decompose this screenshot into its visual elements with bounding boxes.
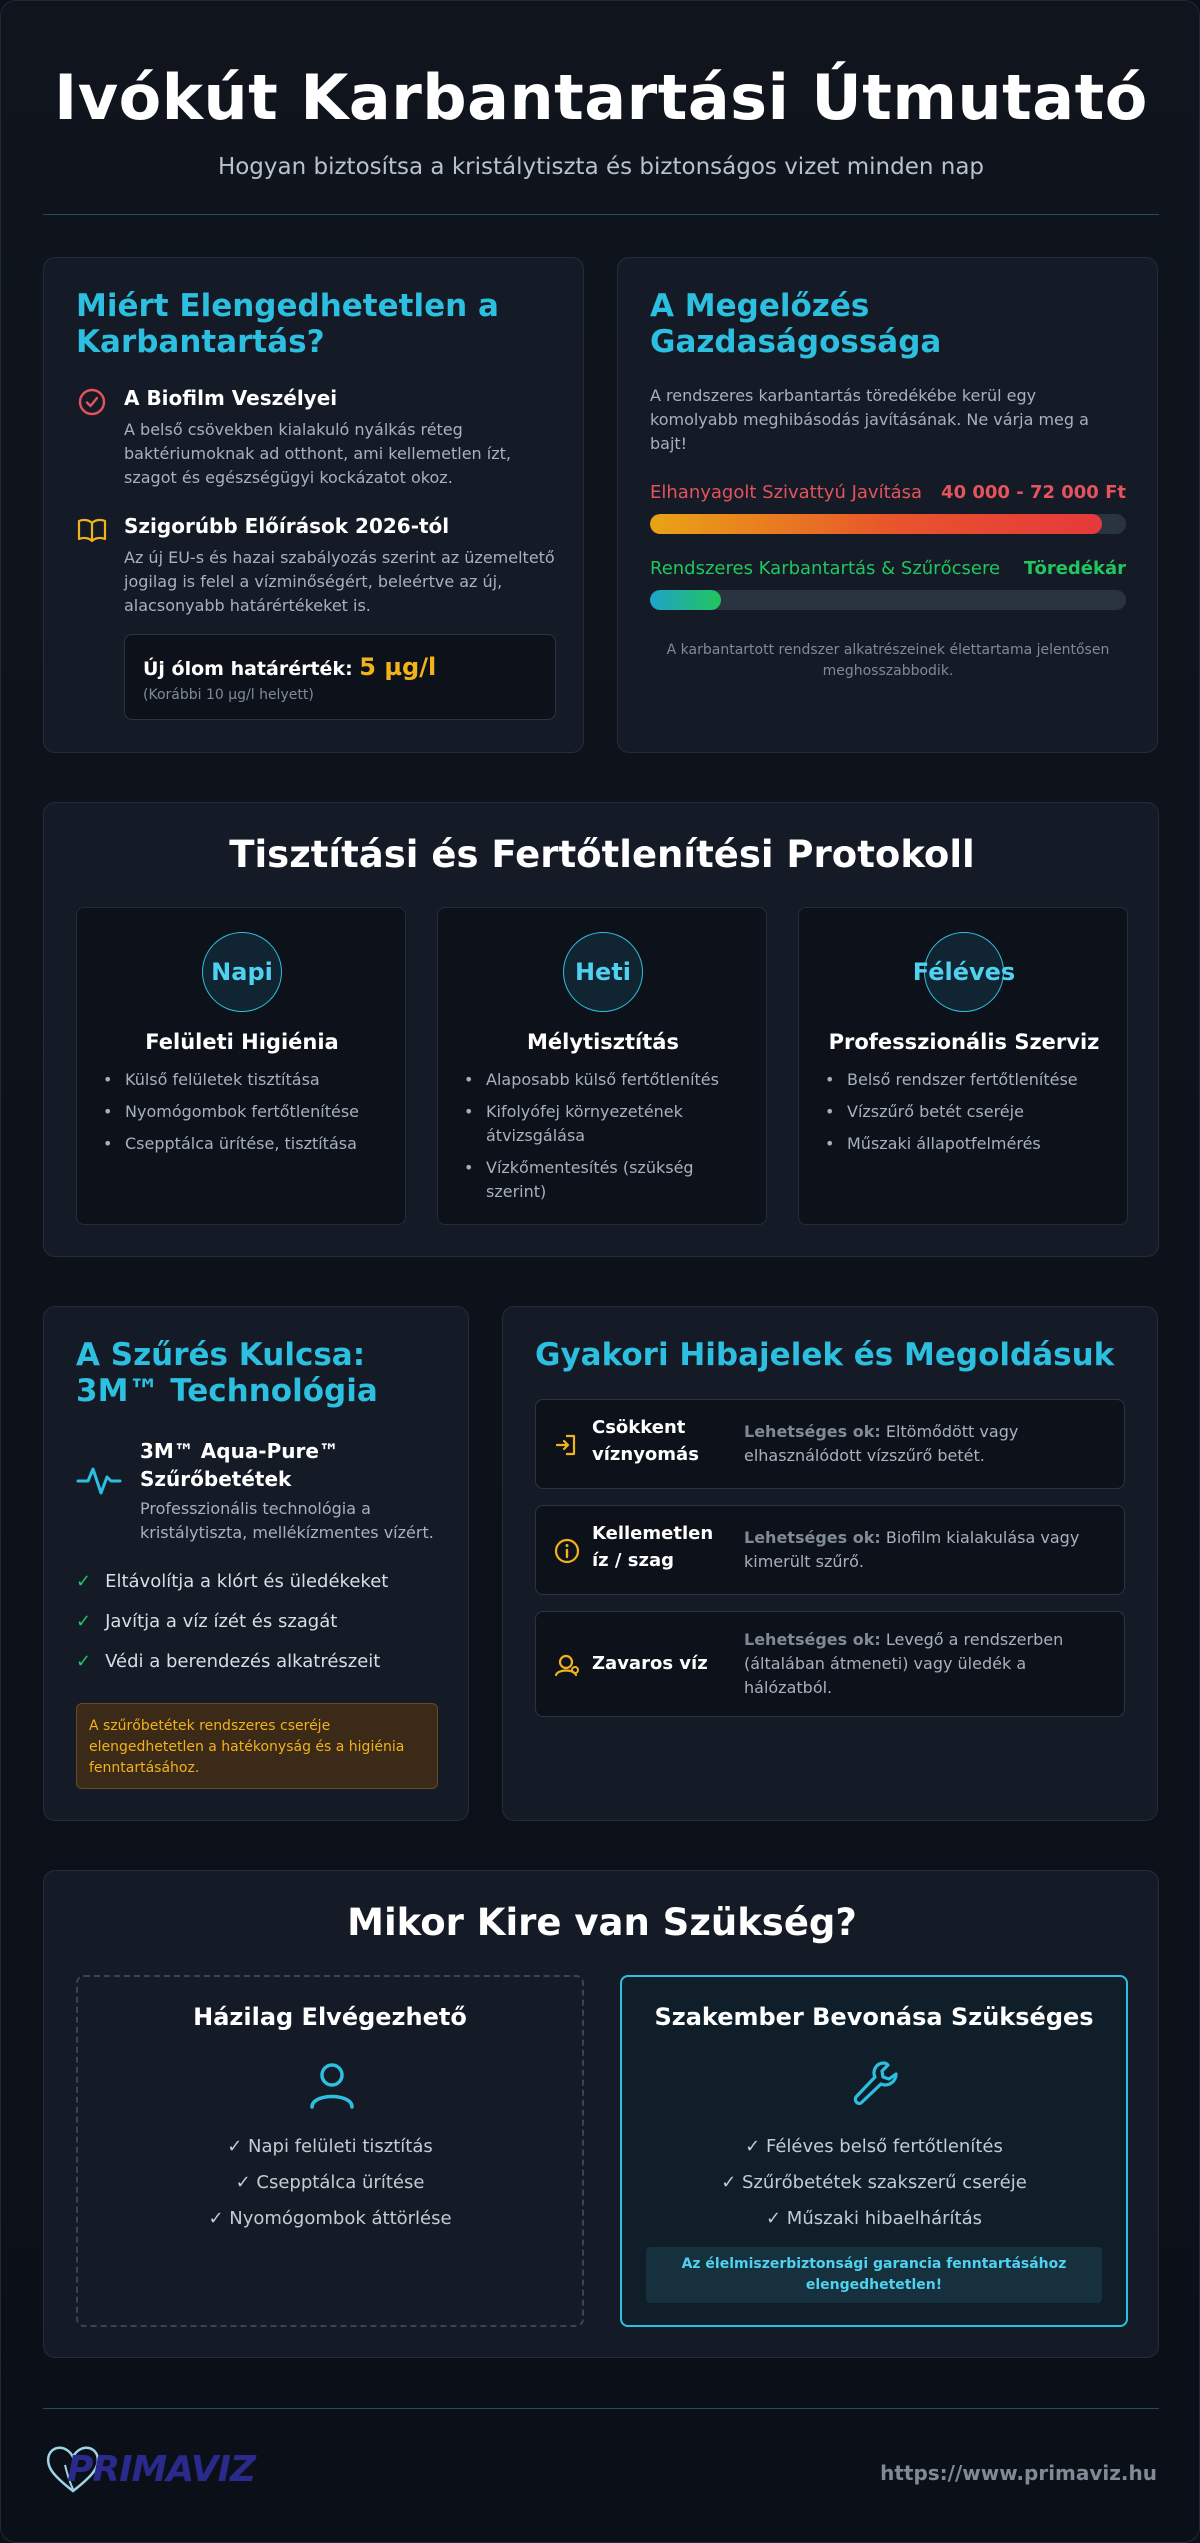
economy-card xyxy=(617,257,1158,753)
why-item-text: A belső csövekben kialakuló nyálkás réteg baktériumoknak ad otthont, ami kellemetlen ízt, szagot és egészségügyi kockázatot okoz. xyxy=(124,420,511,487)
benefit-text: Javítja a víz ízét és szagát xyxy=(105,1611,338,1632)
benefit-item xyxy=(76,1611,456,1632)
filter-card xyxy=(43,1306,469,1821)
bar-label: Rendszeres Karbantartás & Szűrőcsere xyxy=(650,558,1001,579)
bar-track xyxy=(650,590,1126,610)
protocol-list xyxy=(464,1068,754,1212)
list-item: • Vízszűrő betét cseréje xyxy=(825,1100,1115,1124)
filter-product xyxy=(76,1437,446,1545)
header-divider xyxy=(43,214,1159,215)
fault-cause-text: Levegő a rendszerben (általában átmeneti) vagy üledék a hálózatból. xyxy=(744,1630,1064,1697)
protocol-list xyxy=(103,1068,393,1164)
check-icon: ✓ xyxy=(76,1651,92,1672)
filter-warning: A szűrőbetétek rendszeres cseréje elengedhetetlen a hatékonyság és a higiénia fenntartásához. xyxy=(76,1703,438,1789)
fault-cause-label: Lehetséges ok: xyxy=(744,1528,881,1547)
fault-row-pressure xyxy=(535,1399,1125,1489)
economy-title: A Megelőzés Gazdaságossága xyxy=(650,288,942,361)
bar-amount: 40 000 - 72 000 Ft xyxy=(941,482,1126,503)
lead-limit-value: 5 µg/l xyxy=(359,653,437,681)
check-icon: ✓ xyxy=(76,1571,92,1592)
protocol-column-title: Mélytisztítás xyxy=(527,1030,679,1054)
lead-limit-box xyxy=(124,634,556,720)
info-circle-icon xyxy=(552,1536,582,1566)
faults-card xyxy=(502,1306,1158,1821)
list-item: ✓ Műszaki hibaelhárítás xyxy=(766,2208,982,2229)
page-subtitle: Hogyan biztosítsa a kristálytiszta és biztonságos vizet minden nap xyxy=(217,154,985,180)
protocol-column-title: Felületi Higiénia xyxy=(145,1030,339,1054)
cloud-user-icon xyxy=(552,1650,582,1680)
list-item: ✓ Napi felületi tisztítás xyxy=(227,2136,433,2157)
list-item: ✓ Nyomógombok áttörlése xyxy=(208,2208,452,2229)
footer-divider xyxy=(43,2408,1159,2409)
protocol-card xyxy=(43,802,1159,1257)
check-icon: ✓ xyxy=(76,1611,92,1632)
fault-cause-label: Lehetséges ok: xyxy=(744,1422,881,1441)
protocol-column-daily xyxy=(76,907,406,1225)
frequency-badge: Heti xyxy=(563,932,643,1012)
protocol-column-semiannual xyxy=(798,907,1128,1225)
list-item: • Műszaki állapotfelmérés xyxy=(825,1132,1115,1156)
logo-text: PRIMAVIZ xyxy=(67,2449,256,2490)
list-item: • Külső felületek tisztítása xyxy=(103,1068,393,1092)
person-icon xyxy=(304,2057,360,2113)
filter-title: A Szűrés Kulcsa: 3M™ Technológia xyxy=(76,1337,378,1410)
fault-row-taste xyxy=(535,1505,1125,1595)
list-item: ✓ Csepptálca ürítése xyxy=(235,2172,425,2193)
who-column-title: Szakember Bevonása Szükséges xyxy=(654,2003,1094,2031)
fault-cause-text: Eltömődött vagy elhasználódott vízszűrő betét. xyxy=(744,1422,1019,1465)
header xyxy=(1,61,1200,180)
list-item: • Nyomógombok fertőtlenítése xyxy=(103,1100,393,1124)
bar-amount: Töredékár xyxy=(1023,558,1126,579)
economy-note: A karbantartott rendszer alkatrészeinek élettartama jelentősen meghosszabbodik. xyxy=(666,642,1110,679)
fault-cause xyxy=(744,1628,1104,1700)
fault-cause xyxy=(744,1420,1104,1468)
protocol-column-title: Professzionális Szerviz xyxy=(828,1030,1100,1054)
pulse-icon xyxy=(76,1457,122,1503)
who-list xyxy=(78,2129,582,2237)
benefit-item xyxy=(76,1651,456,1672)
fault-cause xyxy=(744,1526,1104,1574)
alert-circle-icon xyxy=(76,386,108,418)
list-item: • Csepptálca ürítése, tisztítása xyxy=(103,1132,393,1156)
why-item-regulations xyxy=(76,514,556,618)
list-item: • Alaposabb külső fertőtlenítés xyxy=(464,1068,754,1092)
why-card xyxy=(43,257,584,753)
open-book-icon xyxy=(76,514,108,546)
website-link[interactable]: https://www.primaviz.hu xyxy=(880,2461,1157,2485)
list-item: • Belső rendszer fertőtlenítése xyxy=(825,1068,1115,1092)
lead-limit-label: Új ólom határérték: xyxy=(143,658,353,680)
list-item: ✓ Féléves belső fertőtlenítés xyxy=(745,2136,1003,2157)
who-column-title: Házilag Elvégezhető xyxy=(193,2003,467,2031)
frequency-badge: Napi xyxy=(202,932,282,1012)
who-column-home xyxy=(76,1975,584,2327)
filter-product-title: 3M™ Aqua-Pure™ Szűrőbetétek xyxy=(140,1439,339,1491)
fault-row-cloudy xyxy=(535,1611,1125,1717)
lead-limit-note: (Korábbi 10 µg/l helyett) xyxy=(143,687,314,703)
who-title: Mikor Kire van Szükség? xyxy=(347,1901,857,1944)
why-item-text: Az új EU-s és hazai szabályozás szerint az üzemeltető jogilag is felel a vízminőségért, beleértve az új, alacsonyabb határértékeket is. xyxy=(124,548,555,615)
fault-cause-text: Biofilm kialakulása vagy kimerült szűrő. xyxy=(744,1528,1080,1571)
fault-name: Zavaros víz xyxy=(592,1653,708,1674)
bar-label: Elhanyagolt Szivattyú Javítása xyxy=(650,482,923,503)
bar-fill xyxy=(650,514,1102,534)
list-item: • Kifolyófej környezetének átvizsgálása xyxy=(464,1100,754,1148)
login-arrow-icon xyxy=(552,1430,582,1460)
guarantee-note: Az élelmiszerbiztonsági garancia fenntartásához elengedhetetlen! xyxy=(646,2247,1102,2303)
why-item-biofilm xyxy=(76,386,556,490)
protocol-title: Tisztítási és Fertőtlenítési Protokoll xyxy=(229,833,975,876)
who-list xyxy=(622,2129,1126,2237)
protocol-column-weekly xyxy=(437,907,767,1225)
who-column-professional xyxy=(620,1975,1128,2327)
faults-title: Gyakori Hibajelek és Megoldásuk xyxy=(535,1337,1115,1373)
why-title: Miért Elengedhetetlen a Karbantartás? xyxy=(76,288,499,361)
why-item-title: Szigorúbb Előírások 2026-tól xyxy=(124,514,450,538)
primaviz-logo[interactable] xyxy=(43,2439,256,2499)
filter-product-text: Professzionális technológia a kristálytiszta, mellékízmentes vízért. xyxy=(140,1499,434,1542)
bar-neglected xyxy=(650,482,1126,503)
economy-description: A rendszeres karbantartás töredékébe kerül egy komolyabb meghibásodás javításának. Ne várja meg a bajt! xyxy=(650,386,1089,453)
benefit-item xyxy=(76,1571,456,1592)
fault-cause-label: Lehetséges ok: xyxy=(744,1630,881,1649)
list-item: • Vízkőmentesítés (szükség szerint) xyxy=(464,1156,754,1204)
frequency-badge: Féléves xyxy=(924,932,1004,1012)
wrench-icon xyxy=(848,2057,904,2113)
bar-regular xyxy=(650,558,1126,579)
bar-fill xyxy=(650,590,721,610)
protocol-list xyxy=(825,1068,1115,1164)
why-item-title: A Biofilm Veszélyei xyxy=(124,386,338,410)
bar-track xyxy=(650,514,1126,534)
fault-name: Csökkent víznyomás xyxy=(592,1417,699,1465)
who-card xyxy=(43,1870,1159,2358)
page-title: Ivókút Karbantartási Útmutató xyxy=(54,61,1148,134)
benefit-text: Védi a berendezés alkatrészeit xyxy=(105,1651,381,1672)
benefit-text: Eltávolítja a klórt és üledékeket xyxy=(105,1571,389,1592)
list-item: ✓ Szűrőbetétek szakszerű cseréje xyxy=(721,2172,1027,2193)
fault-name: Kellemetlen íz / szag xyxy=(592,1523,714,1571)
